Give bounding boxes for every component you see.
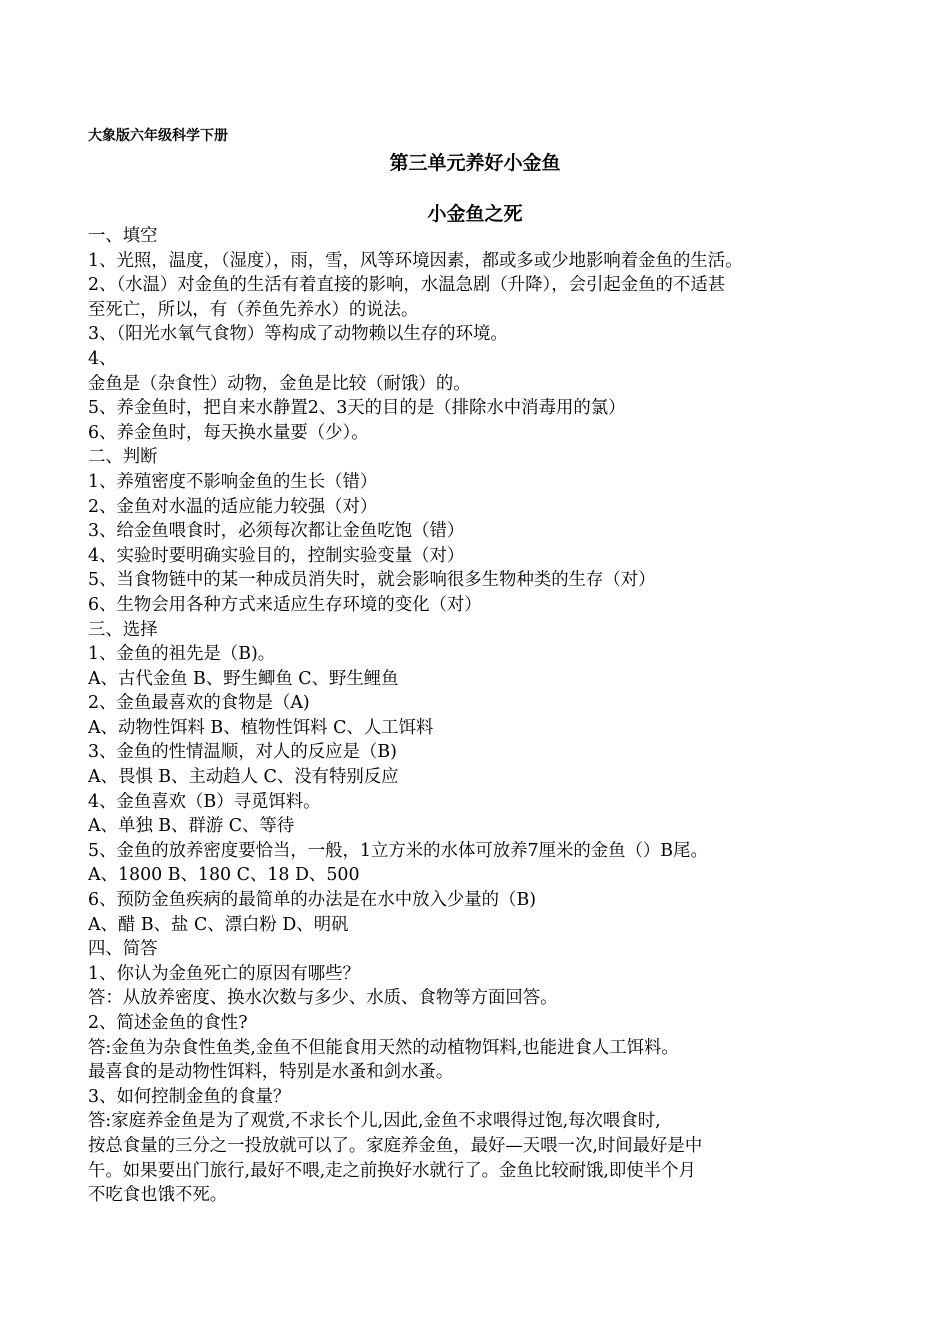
document-body [88, 224, 868, 1208]
text-line: 一、填空 [88, 226, 158, 246]
book-header: 大象版六年级科学下册 [88, 128, 228, 144]
text-line: 2、简述金鱼的食性? [88, 1013, 248, 1033]
text-line: A、动物性饵料 B、植物性饵料 C、人工饵料 [88, 717, 434, 738]
text-line: 至死亡，所以，有（养鱼先养水）的说法。 [88, 299, 419, 320]
text-line: 二、判断 [88, 447, 158, 468]
text-line: 6、养金鱼时，每天换水量要（少）。 [88, 422, 369, 443]
text-line: A、1800 B、180 C、18 D、500 [88, 865, 360, 886]
text-line: 金鱼是（杂食性）动物，金鱼是比较（耐饿）的。 [88, 373, 471, 394]
text-line: 2、金鱼对水温的适应能力较强（对） [88, 496, 378, 517]
text-line: 1、光照，温度，（湿度），雨，雪，风等环境因素，都或多或少地影响着金鱼的生活。 [88, 250, 743, 271]
text-line: 6、生物会用各种方式来适应生存环境的变化（对） [88, 594, 482, 615]
text-line: 3、给金鱼喂食时，必须每次都让金鱼吃饱（错） [88, 521, 465, 542]
text-line: 4、金鱼喜欢（B）寻觅饵料。 [88, 791, 321, 812]
text-line: 2、金鱼最喜欢的食物是（A) [88, 693, 310, 714]
text-line: 四、简答 [88, 939, 158, 960]
text-line: 答:金鱼为杂食性鱼类,金鱼不但能食用天然的动植物饵料,也能进食人工饵料。 [88, 1037, 679, 1058]
text-line: A、古代金鱼 B、野生鲫鱼 C、野生鲤鱼 [88, 668, 399, 689]
text-line: 5、当食物链中的某一种成员消失时，就会影响很多生物种类的生存（对） [88, 570, 656, 591]
text-line: 1、金鱼的祖先是（B)。 [88, 644, 276, 665]
text-line: 3、金鱼的性情温顺，对人的反应是（B) [88, 742, 397, 763]
text-line: 6、预防金鱼疾病的最简单的办法是在水中放入少量的（B) [88, 890, 537, 911]
text-line: A、单独 B、群游 C、等待 [88, 816, 295, 837]
text-line: A、畏惧 B、主动趋人 C、没有特别反应 [88, 767, 399, 788]
text-line: 4、 [88, 348, 117, 369]
text-line: 按总食量的三分之一投放就可以了。家庭养金鱼，最好—天喂一次,时间最好是中 [88, 1135, 703, 1156]
lesson-title: 小金鱼之死 [427, 203, 523, 225]
text-line: A、醋 B、盐 C、漂白粉 D、明矾 [88, 914, 349, 935]
text-line: 答:家庭养金鱼是为了观赏,不求长个儿,因此,金鱼不求喂得过饱,每次喂食时, [88, 1111, 661, 1132]
text-line: 3、如何控制金鱼的食量？ [88, 1086, 291, 1107]
text-line: 最喜食的是动物性饵料，特别是水蚤和剑水蚤。 [88, 1062, 454, 1083]
text-line: 5、养金鱼时，把自来水静置2、3天的目的是（排除水中消毒用的氯） [88, 398, 626, 419]
text-line: 1、养殖密度不影响金鱼的生长（错） [88, 471, 378, 492]
text-line: 5、金鱼的放养密度要恰当，一般，1立方米的水体可放养7厘米的金鱼（）B尾。 [88, 840, 708, 861]
text-line: 三、选择 [88, 619, 158, 640]
text-line: 2、（水温）对金鱼的生活有着直接的影响，水温急剧（升降），会引起金鱼的不适甚 [88, 275, 726, 296]
text-line: 4、实验时要明确实验目的，控制实验变量（对） [88, 545, 465, 566]
text-line: 不吃食也饿不死。 [88, 1185, 228, 1206]
text-line: 1、你认为金鱼死亡的原因有哪些？ [88, 963, 360, 984]
text-line: 答：从放养密度、换水次数与多少、水质、食物等方面回答。 [88, 988, 558, 1009]
unit-title: 第三单元养好小金鱼 [389, 152, 561, 174]
text-line: 3、（阳光水氧气食物）等构成了动物赖以生存的环境。 [88, 324, 508, 345]
text-line: 午。如果要出门旅行,最好不喂,走之前换好水就行了。金鱼比较耐饿,即使半个月 [88, 1160, 696, 1181]
